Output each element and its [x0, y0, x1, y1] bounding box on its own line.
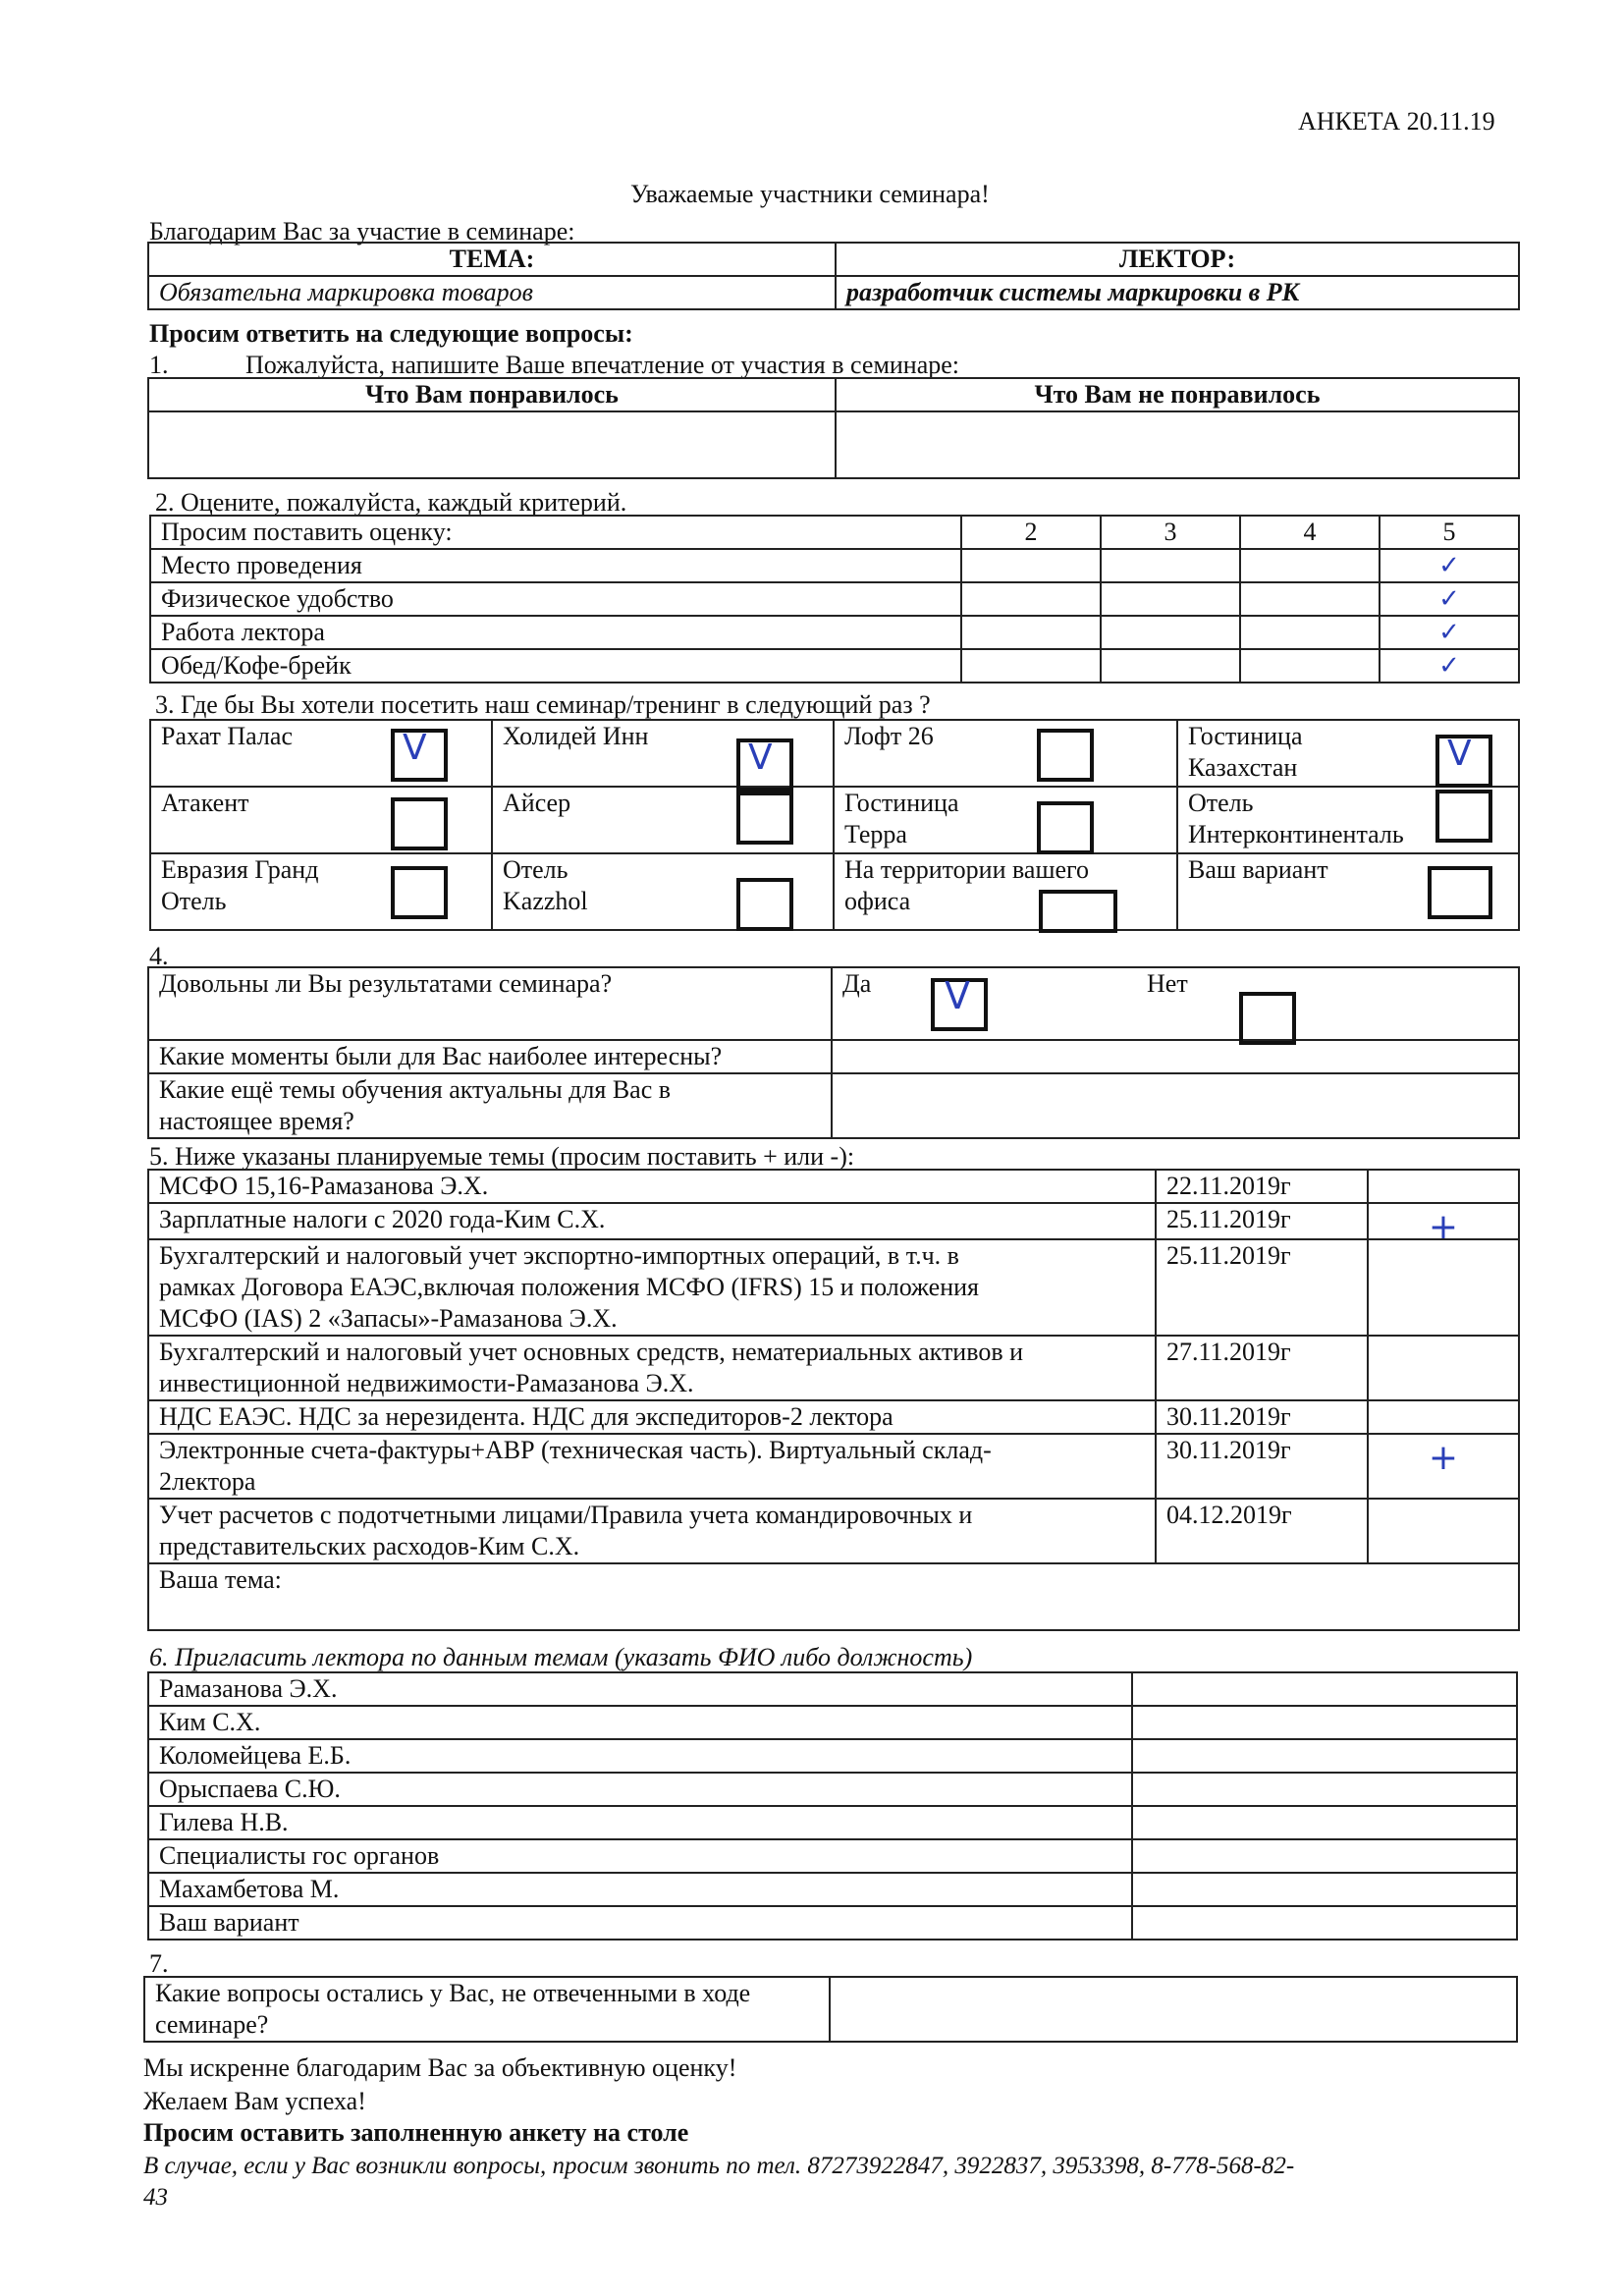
venue-cell: Рахат Палас V [150, 720, 492, 787]
plus-mark: + [1428, 1438, 1459, 1478]
remaining-questions-table [143, 1976, 1518, 2043]
invite-cell[interactable] [1132, 1739, 1517, 1773]
venue-cell: Атакент [150, 787, 492, 853]
ask-answer: Просим ответить на следующие вопросы: [149, 319, 633, 348]
topic-date: 04.12.2019г [1156, 1499, 1368, 1563]
venue-cell: Холидей Инн V [492, 720, 834, 787]
q7-number: 7. [149, 1949, 169, 1978]
rating-row [150, 582, 1519, 616]
liked-header: Что Вам понравилось [148, 378, 836, 411]
footer-wish: Желаем Вам успеха! [143, 2087, 366, 2115]
rating-cell[interactable] [1240, 616, 1380, 649]
no-checkbox[interactable] [1239, 992, 1296, 1045]
lecturer-name: Коломейцева Е.Б. [148, 1739, 1132, 1773]
lecturer-name: Специалисты гос органов [148, 1839, 1132, 1873]
q2-title: 2. Оцените, пожалуйста, каждый критерий. [155, 488, 627, 517]
remaining-answer-cell[interactable] [830, 1977, 1517, 2042]
criterion-label: Работа лектора [150, 616, 961, 649]
topic-date: 22.11.2019г [1156, 1170, 1368, 1203]
venue-cell: Отель Kazzhol [492, 853, 834, 930]
rating-table [149, 515, 1520, 683]
lecturer-value: разработчик системы маркировки в РК [836, 276, 1519, 309]
rating-cell[interactable] [961, 649, 1101, 683]
topic-text: МСФО 15,16-Рамазанова Э.Х. [148, 1170, 1156, 1203]
greeting: Уважаемые участники семинара! [630, 180, 990, 208]
plus-mark: + [1428, 1207, 1459, 1247]
topics-question: Какие ещё темы обучения актуальны для Вас в настоящее время? [148, 1073, 832, 1138]
topic-date: 30.11.2019г [1156, 1400, 1368, 1434]
rating-cell[interactable] [1101, 649, 1240, 683]
checkmark-icon: V [945, 974, 970, 1017]
rating-cell[interactable] [1101, 616, 1240, 649]
topic-text: Бухгалтерский и налоговый учет основных средств, нематериальных активов и инвестиционной недвижимости-Рамазанова Э.Х. [148, 1336, 1156, 1400]
q6-title: 6. Пригласить лектора по данным темам (указать ФИО либо должность) [149, 1643, 973, 1671]
topic-row [148, 1400, 1519, 1434]
venue-cell: Айсер [492, 787, 834, 853]
q4-number: 4. [149, 942, 169, 970]
q5-title: 5. Ниже указаны планируемые темы (просим поставить + или -): [149, 1142, 855, 1171]
form-id: АНКЕТА 20.11.19 [1298, 107, 1495, 136]
invite-cell[interactable] [1132, 1806, 1517, 1839]
checkbox[interactable] [391, 729, 448, 782]
yes-label: Да [842, 969, 872, 998]
checkmark-icon[interactable]: ✓ [1438, 551, 1460, 580]
checkbox[interactable] [736, 878, 793, 931]
checkbox[interactable] [391, 797, 448, 850]
checkbox[interactable] [1037, 729, 1094, 782]
topic-date: 27.11.2019г [1156, 1336, 1368, 1400]
checkbox[interactable] [391, 866, 448, 919]
results-table [147, 966, 1520, 1139]
disliked-answer-cell[interactable] [836, 411, 1519, 478]
q3-title: 3. Где бы Вы хотели посетить наш семинар/тренинг в следующий раз ? [155, 690, 931, 719]
venue-cell: Гостиница Казахстан V [1177, 720, 1519, 787]
checkbox[interactable] [736, 738, 793, 792]
topic-text: Электронные счета-фактуры+АВР (техническая часть). Виртуальный склад- 2лектора [148, 1434, 1156, 1499]
venue-cell: Ваш вариант [1177, 853, 1519, 930]
topic-text: НДС ЕАЭС. НДС за нерезидента. НДС для экспедиторов-2 лектора [148, 1400, 1156, 1434]
venue-cell: Евразия Гранд Отель [150, 853, 492, 930]
checkbox[interactable] [1039, 890, 1117, 933]
rating-cell[interactable] [961, 549, 1101, 582]
topic-row [148, 1239, 1519, 1336]
invite-cell[interactable] [1132, 1906, 1517, 1940]
lecturer-name: Гилева Н.В. [148, 1806, 1132, 1839]
your-topic-cell[interactable]: Ваша тема: [148, 1563, 1519, 1630]
topic-row [148, 1499, 1519, 1563]
rating-row [150, 549, 1519, 582]
rating-cell[interactable] [1240, 582, 1380, 616]
topic-mark-cell[interactable] [1368, 1400, 1519, 1434]
topic-table [147, 242, 1520, 310]
checkmark-icon: V [1447, 734, 1472, 774]
checkmark-icon: V [403, 728, 427, 768]
rating-cell[interactable] [961, 616, 1101, 649]
topic-mark-cell[interactable] [1368, 1239, 1519, 1336]
footer-thanks: Мы искренне благодарим Вас за объективную оценку! [143, 2053, 737, 2082]
topic-date: 25.11.2019г [1156, 1239, 1368, 1336]
topic-row [148, 1336, 1519, 1400]
score-4: 4 [1240, 516, 1380, 549]
no-label: Нет [1147, 969, 1188, 998]
topic-header: ТЕМА: [148, 243, 836, 276]
checkmark-icon[interactable]: ✓ [1438, 651, 1460, 681]
topic-date: 30.11.2019г [1156, 1434, 1368, 1499]
footer-contact-cont: 43 [143, 2184, 168, 2211]
lecturer-name: Рамазанова Э.Х. [148, 1672, 1132, 1706]
liked-answer-cell[interactable] [148, 411, 836, 478]
planned-topics-table [147, 1169, 1520, 1631]
topic-value: Обязательна маркировка товаров [148, 276, 836, 309]
satisfied-answer-cell [832, 967, 1519, 1040]
topic-text: Бухгалтерский и налоговый учет экспортно-импортных операций, в т.ч. в рамках Договора ЕАЭС,включая положения МСФО (IFRS) 15 и положения МСФО (IAS) 2 «Запасы»-Рамазанова Э.Х. [148, 1239, 1156, 1336]
topic-mark-cell[interactable] [1368, 1499, 1519, 1563]
thanks-line: Благодарим Вас за участие в семинаре: [149, 217, 575, 246]
topic-text: Учет расчетов с подотчетными лицами/Правила учета командировочных и представительских расходов-Ким С.Х. [148, 1499, 1156, 1563]
checkbox[interactable] [1435, 790, 1492, 843]
invite-cell[interactable] [1132, 1839, 1517, 1873]
venue-cell: Лофт 26 [834, 720, 1177, 787]
lecturer-name: Ким С.Х. [148, 1706, 1132, 1739]
invite-cell[interactable] [1132, 1773, 1517, 1806]
rating-cell[interactable] [961, 582, 1101, 616]
lecturer-header: ЛЕКТОР: [836, 243, 1519, 276]
lecturer-name: Махамбетова М. [148, 1873, 1132, 1906]
lecturer-name: Орыспаева С.Ю. [148, 1773, 1132, 1806]
venue-cell: Гостиница Терра [834, 787, 1177, 853]
topic-row [148, 1170, 1519, 1203]
topic-date: 25.11.2019г [1156, 1203, 1368, 1239]
interesting-answer-cell[interactable] [832, 1040, 1519, 1073]
venue-cell: Отель Интерконтиненталь [1177, 787, 1519, 853]
topic-row [148, 1203, 1519, 1239]
checkbox[interactable] [1428, 866, 1492, 919]
rating-cell[interactable] [1240, 549, 1380, 582]
rating-row [150, 616, 1519, 649]
invite-cell[interactable] [1132, 1672, 1517, 1706]
criterion-label: Место проведения [150, 549, 961, 582]
rating-row [150, 649, 1519, 683]
invite-cell[interactable] [1132, 1706, 1517, 1739]
rating-header-label: Просим поставить оценку: [150, 516, 961, 549]
topic-row [148, 1434, 1519, 1499]
rating-cell[interactable] [1101, 549, 1240, 582]
score-5: 5 [1380, 516, 1519, 549]
invite-cell[interactable] [1132, 1873, 1517, 1906]
topic-mark-cell[interactable] [1368, 1170, 1519, 1203]
score-2: 2 [961, 516, 1101, 549]
rating-cell[interactable] [1240, 649, 1380, 683]
checkmark-icon[interactable]: ✓ [1438, 584, 1460, 614]
footer-leave: Просим оставить заполненную анкету на столе [143, 2118, 689, 2147]
rating-cell[interactable] [1101, 582, 1240, 616]
q1-number: 1. [149, 351, 169, 379]
satisfied-question: Довольны ли Вы результатами семинара? [148, 967, 832, 1040]
q1-text: Пожалуйста, напишите Ваше впечатление от участия в семинаре: [245, 351, 960, 379]
topic-mark-cell[interactable] [1368, 1203, 1519, 1247]
checkmark-icon: V [748, 738, 773, 778]
checkmark-icon[interactable]: ✓ [1438, 618, 1460, 647]
interesting-question: Какие моменты были для Вас наиболее интересны? [148, 1040, 832, 1073]
criterion-label: Физическое удобство [150, 582, 961, 616]
checkbox[interactable] [1037, 801, 1094, 854]
checkbox[interactable] [736, 792, 793, 845]
impression-table [147, 377, 1520, 479]
disliked-header: Что Вам не понравилось [836, 378, 1519, 411]
lecturer-name: Ваш вариант [148, 1906, 1132, 1940]
score-3: 3 [1101, 516, 1240, 549]
criterion-label: Обед/Кофе-брейк [150, 649, 961, 683]
invite-lecturer-table [147, 1671, 1518, 1941]
venue-table [149, 719, 1520, 931]
topic-mark-cell[interactable] [1368, 1434, 1519, 1499]
topic-text: Зарплатные налоги с 2020 года-Ким С.Х. [148, 1203, 1156, 1239]
remaining-question: Какие вопросы остались у Вас, не отвеченными в ходе семинаре? [144, 1977, 830, 2042]
topic-mark-cell[interactable] [1368, 1336, 1519, 1400]
footer-contact: В случае, если у Вас возникли вопросы, просим звонить по тел. 87273922847, 3922837, 3953398, 8-778-568-82- [143, 2153, 1295, 2179]
topics-answer-cell[interactable] [832, 1073, 1519, 1138]
checkbox[interactable] [1435, 735, 1492, 788]
yes-checkbox[interactable] [931, 974, 988, 1031]
venue-cell: На территории вашего офиса [834, 853, 1177, 930]
